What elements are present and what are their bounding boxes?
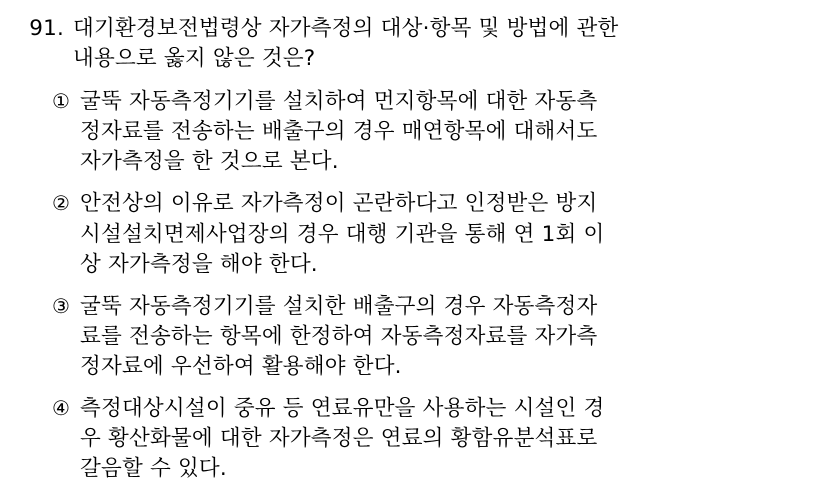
choice-line: 측정대상시설이 중유 등 연료유만을 사용하는 시설인 경 xyxy=(80,396,605,422)
question-line: 내용으로 옳지 않은 것은? xyxy=(73,46,316,72)
choice-line: 상 자가측정을 해야 한다. xyxy=(80,251,318,277)
choice-line: 자가측정을 한 것으로 본다. xyxy=(80,149,339,175)
choice-line: 굴뚝 자동측정기기를 설치한 배출구의 경우 자동측정자 xyxy=(80,293,598,319)
choice-line: 굴뚝 자동측정기기를 설치하여 먼지항목에 대한 자동측 xyxy=(80,89,598,115)
choice-line: 정자료에 우선하여 활용해야 한다. xyxy=(80,353,402,379)
choice-text-2 xyxy=(80,189,808,279)
choice-marker-3: ③ xyxy=(52,293,71,318)
choice-marker-4: ④ xyxy=(52,396,71,421)
choice-text-3 xyxy=(80,292,808,382)
choice-line: 시설설치면제사업장의 경우 대행 기관을 통해 연 1회 이 xyxy=(80,221,605,247)
choice-marker-2: ② xyxy=(52,191,71,216)
choice-option-1[interactable] xyxy=(52,87,808,177)
choice-line: 우 황산화물에 대한 자가측정은 연료의 황함유분석표로 xyxy=(80,426,598,452)
choice-option-4[interactable] xyxy=(52,394,808,484)
question-line: 대기환경보전법령상 자가측정의 대상·항목 및 방법에 관한 xyxy=(73,16,619,41)
question-block xyxy=(18,14,808,74)
choice-line: 갈음할 수 있다. xyxy=(80,456,227,482)
choice-line: 정자료를 전송하는 배출구의 경우 매연항목에 대해서도 xyxy=(80,119,598,145)
choice-text-1 xyxy=(80,87,808,177)
question-number: 91. xyxy=(29,16,64,41)
choice-marker-1: ① xyxy=(52,89,71,114)
choice-list xyxy=(18,87,808,484)
choice-option-2[interactable] xyxy=(52,189,808,279)
choice-text-4 xyxy=(80,394,808,484)
question-text xyxy=(73,14,808,74)
choice-option-3[interactable] xyxy=(52,292,808,382)
choice-line: 료를 전송하는 항목에 한정하여 자동측정자료를 자가측 xyxy=(80,323,598,349)
choice-line: 안전상의 이유로 자가측정이 곤란하다고 인정받은 방지 xyxy=(80,191,598,217)
